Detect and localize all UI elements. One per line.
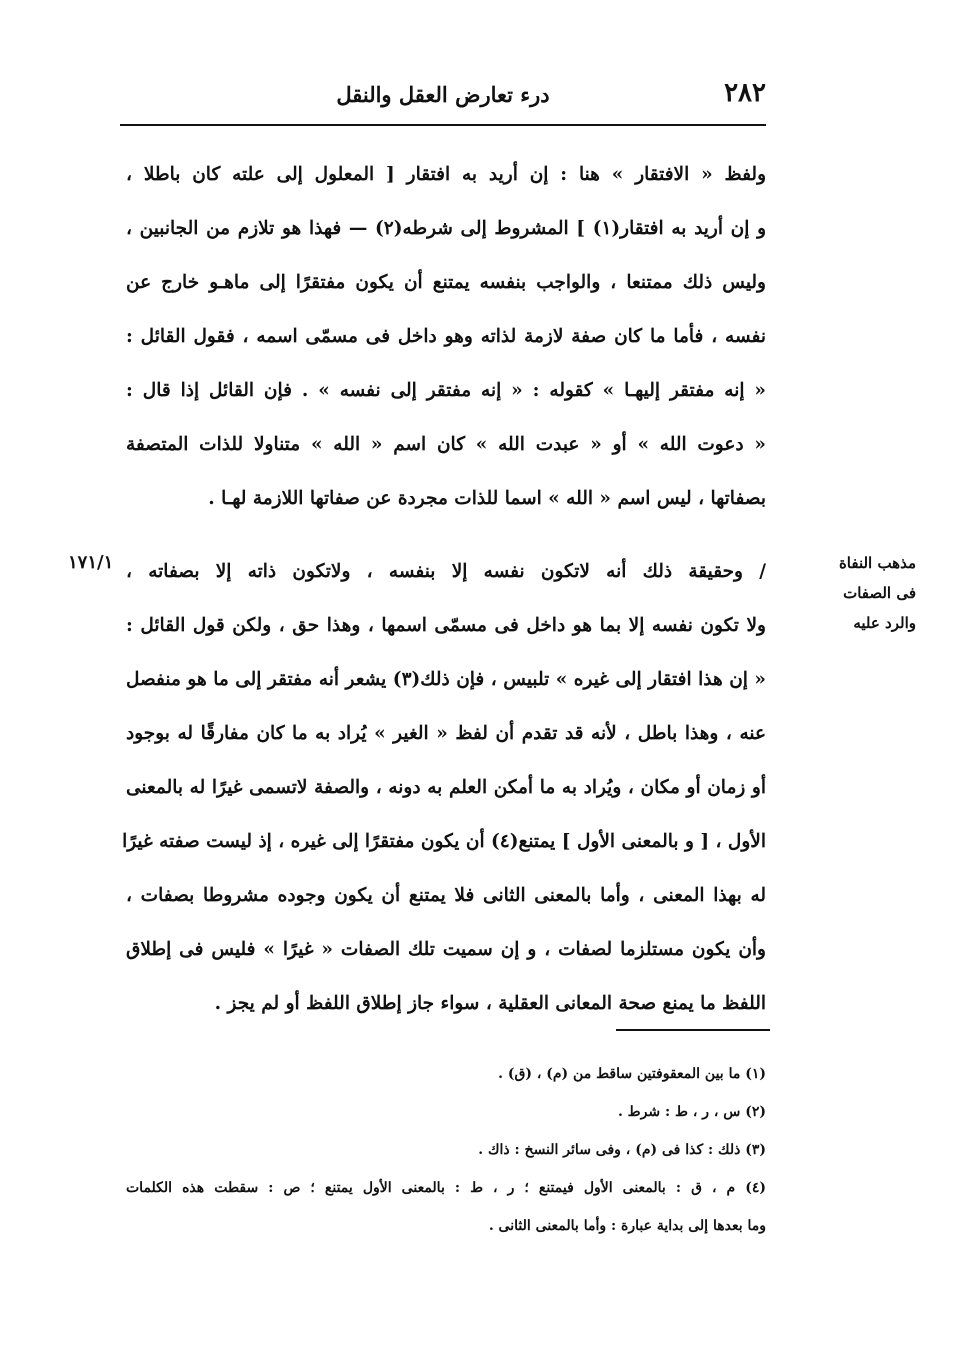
paragraph-line: اللفظ ما يمنع صحة المعانى العقلية ، سواء جاز إطلاق اللفظ أو لم يجز . [214,993,766,1014]
paragraph-line: ولفظ « الافتقار » هنا : إن أريد به افتقار [ المعلول إلى علته كان باطلا ، [126,164,766,185]
footnote-4-continued: وما بعدها إلى بداية عبارة : وأما بالمعنى الثانى . [488,1218,766,1234]
paragraph-line: / وحقيقة ذلك أنه لاتكون نفسه إلا بنفسه ، ولاتكون ذاته إلا بصفاته ، [126,561,766,582]
footnotes [126,1055,766,1245]
margin-note-line: والرد عليه [853,614,916,632]
footnote-1: (١) ما بين المعقوفتين ساقط من (م) ، (ق) . [498,1066,766,1082]
paragraph-line: « إن هذا افتقار إلى غيره » تلبيس ، فإن ذلك(٣) يشعر أنه مفتقر إلى ما هو منفصل [126,669,766,690]
paragraph-2 [122,545,766,1031]
footnote-3: (٣) ذلك : كذا فى (م) ، وفى سائر النسخ : ذاك . [478,1142,766,1158]
folio-marker: ١٧١/١ [68,552,114,573]
paragraph-line: عنه ، وهذا باطل ، لأنه قد تقدم أن لفظ « الغير » يُراد به ما كان مفارقًا له بوجود [126,723,766,744]
paragraph-line: نفسه ، فأما ما كان صفة لازمة لذاته وهو داخل فى مسمّى اسمه ، فقول القائل : [126,326,766,347]
margin-note-line: فى الصفات [843,584,916,602]
paragraph-line: ولا تكون نفسه إلا بما هو داخل فى مسمّى اسمها ، وهذا حق ، ولكن قول القائل : [126,615,766,636]
page-number: ٢٨٢ [724,78,766,108]
paragraph-line: « إنه مفتقر إليهـا » كقوله : « إنه مفتقر إلى نفسه » . فإن القائل إذا قال : [126,380,766,401]
paragraph-1 [126,148,766,526]
paragraph-line: « دعوت الله » أو « عبدت الله » كان اسم « الله » متناولا للذات المتصفة [126,434,766,455]
running-title: درء تعارض العقل والنقل [336,82,550,107]
margin-note-line: مذهب النفاة [838,554,916,572]
paragraph-line: وأن يكون مستلزما لصفات ، و إن سميت تلك الصفات « غيرًا » فليس فى إطلاق [126,939,766,960]
footnote-2: (٢) س ، ر ، ط : شرط . [617,1104,766,1120]
paragraph-line: وليس ذلك ممتنعا ، والواجب بنفسه يمتنع أن يكون مفتقرًا إلى ماهـو خارج عن [126,272,766,293]
page-header [120,78,766,122]
paragraph-line: أو زمان أو مكان ، ويُراد به ما أمكن العلم به دونه ، والصفة لاتسمى غيرًا له بالمعنى [126,777,766,798]
footnote-4: (٤) م ، ق : بالمعنى الأول فيمتنع ؛ ر ، ط : بالمعنى الأول يمتنع ؛ ص : سقطت هذه الكلمات [126,1180,766,1196]
paragraph-line: و إن أريد به افتقار(١) ] المشروط إلى شرطه(٢) — فهذا هو تلازم من الجانبين ، [126,218,767,239]
footnote-rule [616,1029,770,1031]
paragraph-line: له بهذا المعنى ، وأما بالمعنى الثانى فلا يمتنع أن يكون وجوده مشروطا بصفات ، [126,885,766,906]
paragraph-line: بصفاتها ، ليس اسم « الله » اسما للذات مجردة عن صفاتها اللازمة لهـا . [208,488,766,509]
margin-note [812,548,916,638]
header-rule [120,124,766,126]
paragraph-line: الأول ، [ و بالمعنى الأول ] يمتنع(٤) أن يكون مفتقرًا إلى غيره ، إذ ليست صفته غيرًا [122,831,766,852]
